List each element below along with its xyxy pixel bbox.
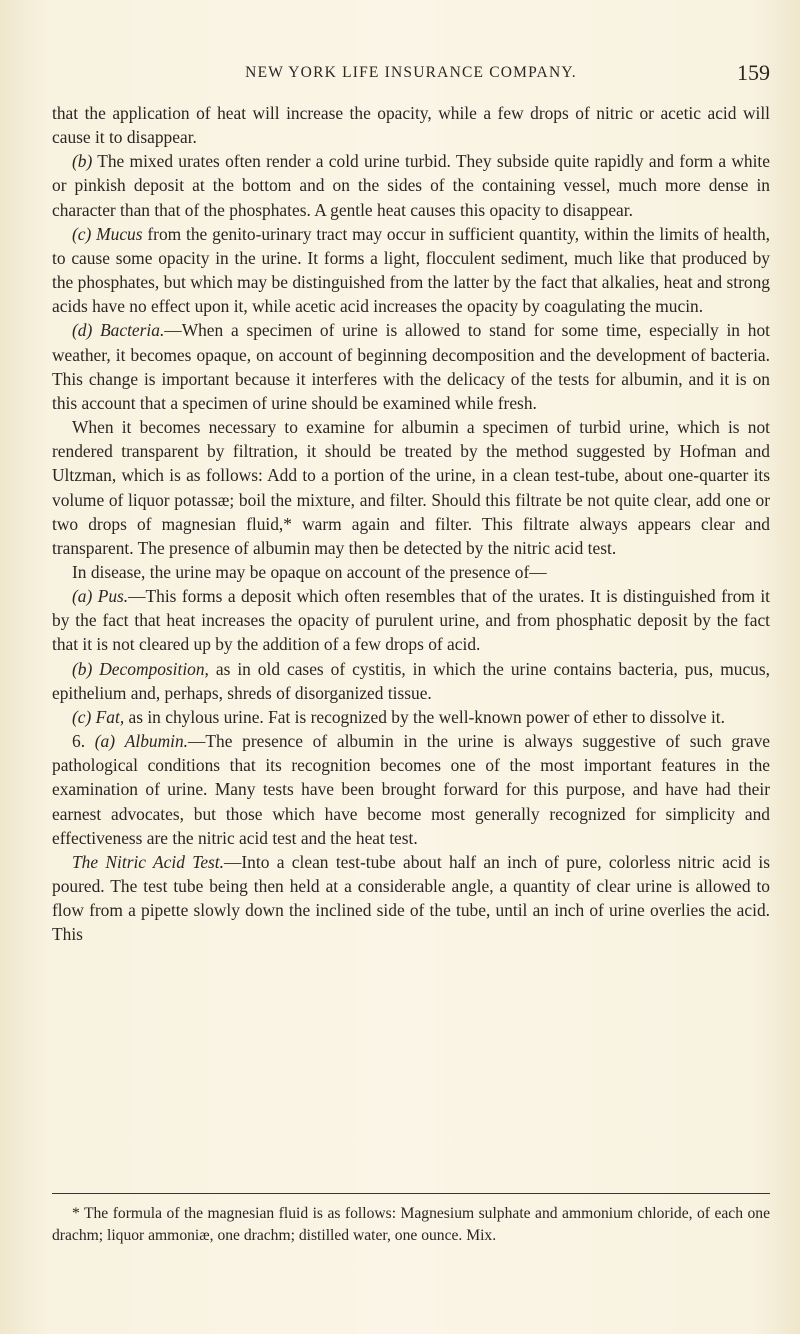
section-number: 6.: [72, 731, 86, 752]
paragraph: [52, 222, 770, 319]
item-term: Bacteria.: [100, 320, 165, 341]
paragraph: [52, 149, 770, 221]
item-label: (c): [72, 223, 92, 244]
paragraph: [52, 657, 770, 705]
footnote-divider: [52, 1193, 770, 1194]
paragraph-text: as in old cases of cystitis, in which the urine contains bacteria, pus, mucus, epithelium and, perhaps, shreds of disorganized tissue.: [52, 658, 770, 703]
paragraph: [52, 415, 770, 560]
paragraph: [52, 101, 770, 149]
paragraph-text: —Into a clean test-tube about half an inch of pure, colorless nitric acid is poured. The test tube being then held at a considerable angle, a quantity of clear urine is allowed to flow from a pipette slowly down the inclined side of the tube, until an inch of urine overlies the acid. This: [52, 851, 770, 945]
body-text: [52, 101, 770, 946]
item-term: Mucus: [96, 223, 143, 244]
item-term: Decomposition,: [99, 658, 209, 679]
item-label: (d): [72, 320, 93, 341]
paragraph-text: —This forms a deposit which often resembles that of the urates. It is distinguished from it by the fact that heat increases the opacity of purulent urine, and from phosphatic deposit by the fact that it is not cleared up by the addition of a few drops of acid.: [52, 586, 770, 655]
paragraph-text: When it becomes necessary to examine for albumin a specimen of turbid urine, which is not rendered transparent by filtration, it should be treated by the method suggested by Hofman and Ultzman, which is as follows: Add to a portion of the urine, in a clean test-tube, about one-quarter its volume of liquor potassæ; boil the mixture, and filter. Should this filtrate be not quite clear, add one or two drops of magnesian fluid,* warm again and filter. This filtrate always appears clear and transparent. The presence of albumin may then be detected by the nitric acid test.: [52, 417, 770, 558]
paragraph: [52, 729, 770, 850]
item-label: (b): [72, 658, 93, 679]
item-label: (b): [72, 151, 93, 172]
running-head: [52, 62, 770, 92]
paragraph: [52, 850, 770, 947]
item-term: Fat,: [95, 706, 125, 727]
paragraph-text: —The presence of albumin in the urine is always suggestive of such grave pathological conditions that its recognition becomes one of the most important features in the examination of urine. Many tests have been brought forward for this purpose, and have had their earnest advocates, but those which have become most generally recognized for simplicity and effectiveness are the nitric acid test and the heat test.: [52, 731, 770, 848]
item-label: (c): [72, 706, 92, 727]
item-term: The Nitric Acid Test.: [72, 851, 224, 872]
paragraph-text: as in chylous urine. Fat is recognized by the well-known power of ether to dissolve it.: [124, 706, 725, 727]
paragraph-text: —When a specimen of urine is allowed to stand for some time, especially in hot weather, it becomes opaque, on account of beginning decomposition and the development of bacteria. This change is important because it interferes with the delicacy of the tests for albumin, and it is on this account that a specimen of urine should be examined while fresh.: [52, 320, 770, 413]
paragraph-text: In disease, the urine may be opaque on account of the presence of—: [72, 561, 547, 582]
paragraph: [52, 318, 770, 415]
item-label: (a): [94, 731, 116, 752]
paragraph-text: that the application of heat will increase the opacity, while a few drops of nitric or acetic acid will cause it to disappear.: [52, 103, 770, 148]
paragraph: [52, 705, 770, 729]
item-label: (a): [72, 586, 93, 607]
paragraph-text: The mixed urates often render a cold urine turbid. They subside quite rapidly and form a white or pinkish deposit at the bottom and on the sides of the containing vessel, much more dense in character than that of the phosphates. A gentle heat causes this opacity to disappear.: [52, 151, 770, 220]
running-head-title: NEW YORK LIFE INSURANCE COMPANY.: [245, 64, 577, 81]
book-page: [52, 0, 770, 1334]
paragraph-text: from the genito-urinary tract may occur in sufficient quantity, within the limits of health, to cause some opacity in the urine. It forms a light, flocculent sediment, much like that produced by the phosphates, but which may be distinguished from the latter by the fact that alkalies, heat and strong acids have no effect upon it, while acetic acid increases the opacity by coagulating the mucin.: [52, 223, 770, 317]
paragraph: [52, 584, 770, 656]
item-term: Pus.: [97, 586, 129, 607]
page-number: 159: [737, 60, 770, 85]
paragraph: [52, 560, 770, 584]
footnote: * The formula of the magnesian fluid is as follows: Magnesium sulphate and ammonium chloride, of each one drachm; liquor ammoniæ, one drachm; distilled water, one ounce. Mix.: [52, 1205, 770, 1244]
item-term: Albumin.: [124, 731, 189, 752]
